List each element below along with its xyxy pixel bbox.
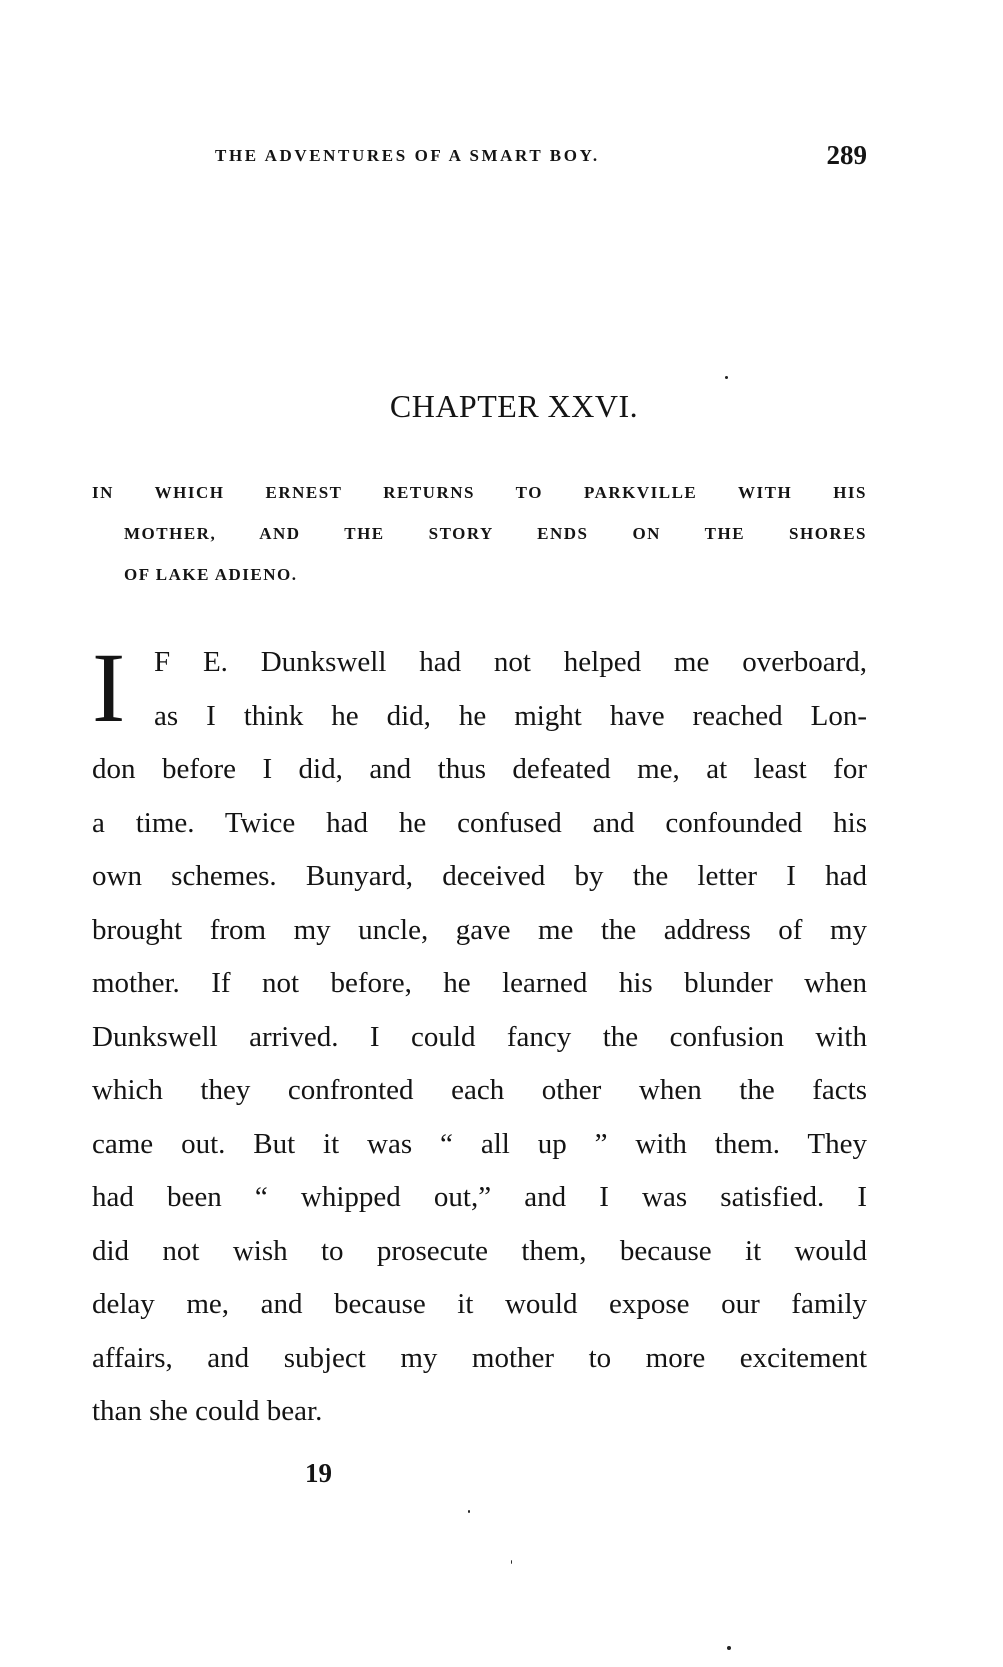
paper-speck: [727, 1646, 731, 1650]
paper-speck: [468, 1510, 470, 1513]
drop-cap-block: [92, 632, 867, 747]
text-line: Dunkswell arrived. I could fancy the confusion with: [92, 1020, 867, 1053]
signature-mark: 19: [305, 1458, 332, 1488]
paper-speck: [725, 376, 728, 379]
text-line: affairs, and subject my mother to more excitement: [92, 1341, 867, 1374]
summary-line: OF LAKE ADIENO.: [124, 565, 298, 584]
text-line: a time. Twice had he confused and confounded his: [92, 806, 867, 839]
text-line: brought from my uncle, gave me the address of my: [92, 913, 867, 946]
text-line: as I think he did, he might have reached Lon-: [154, 699, 867, 732]
paper-speck: [511, 1560, 512, 1564]
running-title: THE ADVENTURES OF A SMART BOY.: [215, 146, 600, 165]
summary-line: MOTHER, AND THE STORY ENDS ON THE SHORES: [124, 524, 867, 543]
text-line: which they confronted each other when the facts: [92, 1074, 867, 1106]
running-head: [215, 140, 867, 180]
text-line: own schemes. Bunyard, deceived by the letter I had: [92, 860, 867, 892]
summary-line: IN WHICH ERNEST RETURNS TO PARKVILLE WITH HIS: [92, 483, 867, 502]
text-line: did not wish to prosecute them, because it would: [92, 1234, 867, 1267]
drop-cap: I: [92, 632, 126, 743]
page-number: 289: [826, 140, 867, 170]
text-line: delay me, and because it would expose our family: [92, 1288, 867, 1320]
chapter-title: CHAPTER XXVI.: [389, 388, 639, 424]
text-line: had been “ whipped out,” and I was satisfied. I: [92, 1181, 867, 1213]
text-line: F E. Dunkswell had not helped me overboard,: [154, 646, 867, 678]
text-line: don before I did, and thus defeated me, at least for: [92, 753, 867, 785]
text-line: came out. But it was “ all up ” with them. They: [92, 1127, 867, 1160]
text-line: mother. If not before, he learned his blunder when: [92, 967, 867, 999]
body-text: [92, 632, 867, 1443]
text-line: than she could bear.: [92, 1395, 323, 1427]
chapter-summary: [92, 478, 867, 601]
